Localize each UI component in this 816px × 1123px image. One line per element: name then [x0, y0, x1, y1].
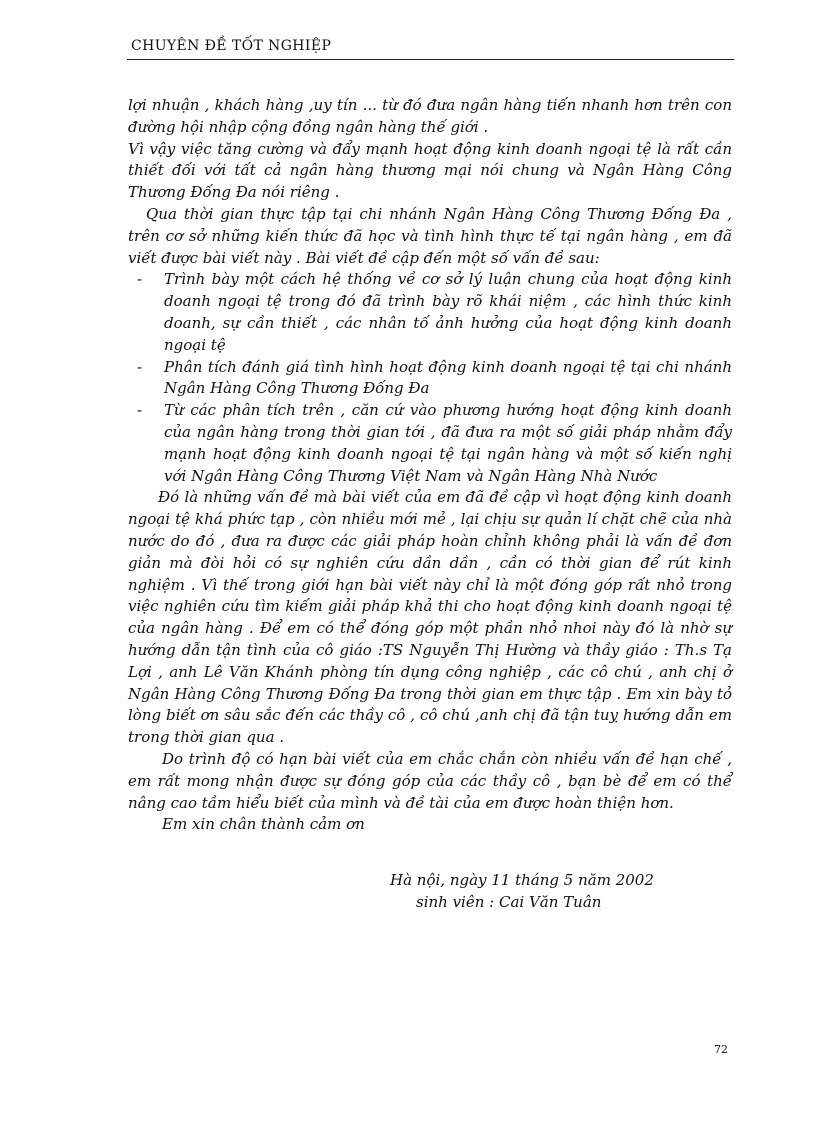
- body-text: [128, 95, 732, 836]
- signature-name: sinh viên : Cai Văn Tuân: [416, 892, 602, 911]
- page-number: 72: [714, 1043, 728, 1056]
- header-rule: [127, 59, 734, 60]
- list-item-text: Từ các phân tích trên , căn cứ vào phương hướng hoạt động kinh doanh của ngân hàng trong thời gian tới , đã đưa ra một số giải pháp nhằm đẩy mạnh hoạt động kinh doanh ngoại tệ tại ngân hàng và một số kiến nghị với Ngân Hàng Công Thương Việt Nam và Ngân Hàng Nhà Nước: [164, 401, 732, 485]
- list-item: [137, 400, 732, 487]
- list-item: [137, 269, 732, 356]
- paragraph: Qua thời gian thực tập tại chi nhánh Ngân Hàng Công Thương Đống Đa , trên cơ sở những kiến thức đã học và tình hình thực tế tại ngân hàng , em đã viết được bài viết này . Bài viết đề cập đến một số vấn đề sau:: [128, 204, 732, 267]
- running-header-title: CHUYÊN ĐỀ TỐT NGHIỆP: [131, 38, 332, 54]
- paragraph: Vì vậy việc tăng cường và đẩy mạnh hoạt động kinh doanh ngoại tệ là rất cần thiết đối với tất cả ngân hàng thương mại nói chung và Ngân Hàng Công Thương Đống Đa nói riêng .: [128, 139, 732, 202]
- list-item-text: Trình bày một cách hệ thống về cơ sở lý luận chung của hoạt động kinh doanh ngoại tệ trong đó đã trình bày rõ khái niệm , các hình thức kinh doanh, sự cần thiết , các nhân tố ảnh hưởng của hoạt động kinh doanh ngoại tệ: [164, 270, 732, 354]
- bullet-marker: -: [137, 357, 143, 376]
- bullet-marker: -: [137, 401, 143, 420]
- list-item-text: Phân tích đánh giá tình hình hoạt động kinh doanh ngoại tệ tại chi nhánh Ngân Hàng Công Thương Đống Đa: [164, 357, 732, 398]
- paragraph: lợi nhuận , khách hàng ,uy tín ... từ đó đưa ngân hàng tiến nhanh hơn trên con đường hội nhập cộng đồng ngân hàng thế giới .: [128, 96, 732, 136]
- closing-line: Em xin chân thành cảm ơn: [162, 815, 365, 834]
- list-item: [137, 357, 732, 401]
- signature-block: [390, 870, 730, 914]
- bullet-list: [128, 269, 732, 487]
- bullet-marker: -: [137, 270, 143, 289]
- paragraph: Do trình độ có hạn bài viết của em chắc chắn còn nhiều vấn đề hạn chế , em rất mong nhận được sự đóng góp của các thầy cô , bạn bè để em có thể nâng cao tầm hiểu biết của mình và đề tài của em được hoàn thiện hơn.: [128, 749, 732, 812]
- signature-date: Hà nội, ngày 11 tháng 5 năm 2002: [390, 871, 654, 889]
- paragraph: Đó là những vấn đề mà bài viết của em đã đề cập vì hoạt động kinh doanh ngoại tệ khá phức tạp , còn nhiều mới mẻ , lại chịu sự quản lí chặt chẽ của nhà nước do đó , đưa ra được các giải pháp hoàn chỉnh không phải là vấn đề đơn giản mà đòi hỏi có sự nghiên cứu dần dần , cần có thời gian để rút kinh nghiệm . Vì thế trong giới hạn bài viết này chỉ là một đóng góp rất nhỏ trong việc nghiên cứu tìm kiếm giải pháp khả thi cho hoạt động kinh doanh ngoại tệ của ngân hàng . Để em có thể đóng góp một phần nhỏ nhoi này đó là nhờ sự hướng dẫn tận tình của cô giáo :TS Nguyễn Thị Hường và thầy giáo : Th.s Tạ Lợi , anh Lê Văn Khánh phòng tín dụng công nghiệp , các cô chú , anh chị ở Ngân Hàng Công Thương Đống Đa trong thời gian em thực tập . Em xin bày tỏ lòng biết ơn sâu sắc đến các thầy cô , cô chú ,anh chị đã tận tuỵ hướng dẫn em trong thời gian qua .: [128, 488, 732, 747]
